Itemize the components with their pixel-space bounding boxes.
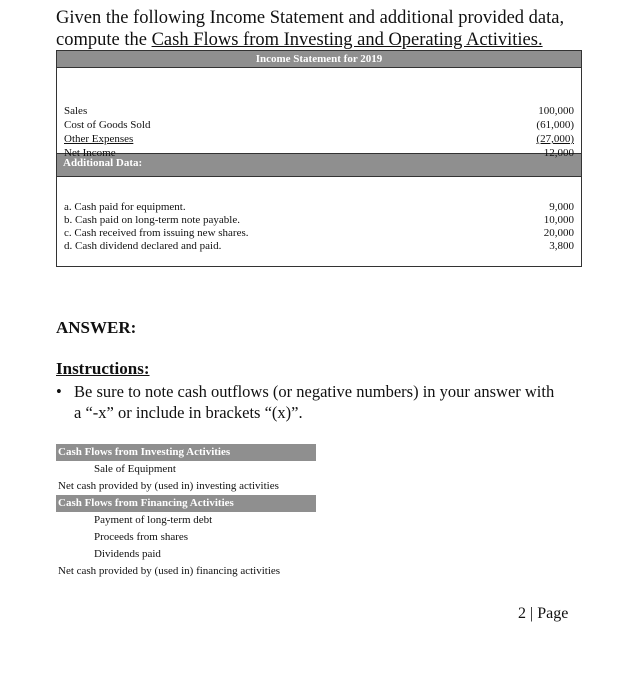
additional-data-title: Additional Data:	[57, 153, 581, 177]
additional-value-b: 10,000	[543, 214, 574, 226]
financing-item-dividends: Dividends paid	[94, 548, 161, 560]
additional-item-d: d. Cash dividend declared and paid.	[64, 240, 222, 252]
financing-item-debt-payment: Payment of long-term debt	[94, 514, 213, 526]
instructions-text	[56, 381, 591, 423]
instructions-title: Instructions:	[56, 359, 150, 378]
prompt-line-2-prefix: compute the	[56, 30, 152, 50]
prompt-line-2	[56, 29, 596, 51]
page-number: 2 | Page	[518, 605, 569, 622]
income-statement-body	[57, 67, 581, 159]
investing-header: Cash Flows from Investing Activities	[56, 444, 316, 461]
financing-header: Cash Flows from Financing Activities	[56, 495, 316, 512]
row-value-net-income: 12,000	[543, 147, 574, 159]
investing-item-sale-of-equipment: Sale of Equipment	[94, 463, 176, 475]
row-value-cogs: (61,000)	[536, 119, 574, 131]
question-prompt	[56, 7, 596, 51]
cash-flows-answer-table	[56, 444, 316, 580]
additional-data-body	[57, 177, 581, 266]
income-statement-values	[536, 104, 574, 160]
additional-item-c: c. Cash received from issuing new shares.	[64, 227, 249, 239]
income-statement-title: Income Statement for 2019	[57, 51, 581, 67]
row-label-net-income: Net Income	[64, 147, 116, 159]
additional-item-b: b. Cash paid on long-term note payable.	[64, 214, 240, 226]
financing-item-share-proceeds: Proceeds from shares	[94, 531, 189, 543]
instructions-line-1-text: Be sure to note cash outflows (or negative numbers) in your answer with	[74, 382, 555, 401]
instructions-line-2: a “-x” or include in brackets “(x)”.	[74, 403, 303, 422]
investing-total: Net cash provided by (used in) investing activities	[58, 480, 279, 492]
income-statement-table	[56, 50, 582, 267]
row-label-sales: Sales	[64, 105, 88, 117]
income-statement-labels	[64, 104, 151, 160]
additional-data-values	[544, 201, 574, 253]
answer-label: ANSWER:	[56, 318, 137, 337]
additional-value-d: 3,800	[549, 240, 574, 252]
additional-value-a: 9,000	[549, 201, 574, 213]
additional-item-a: a. Cash paid for equipment.	[64, 201, 186, 213]
row-value-sales: 100,000	[538, 105, 574, 117]
additional-data-labels	[64, 201, 249, 253]
row-label-cogs: Cost of Goods Sold	[64, 119, 151, 131]
row-label-other-expenses: Other Expenses	[64, 133, 134, 145]
instructions-line-1	[56, 381, 591, 402]
additional-value-c: 20,000	[543, 227, 574, 239]
bullet-icon: •	[56, 382, 62, 401]
prompt-line-2-underlined: Cash Flows from Investing and Operating Activities.	[151, 30, 543, 50]
row-value-other-expenses: (27,000)	[536, 133, 574, 145]
financing-total: Net cash provided by (used in) financing activities	[58, 565, 281, 577]
prompt-line-1: Given the following Income Statement and additional provided data,	[56, 8, 565, 28]
